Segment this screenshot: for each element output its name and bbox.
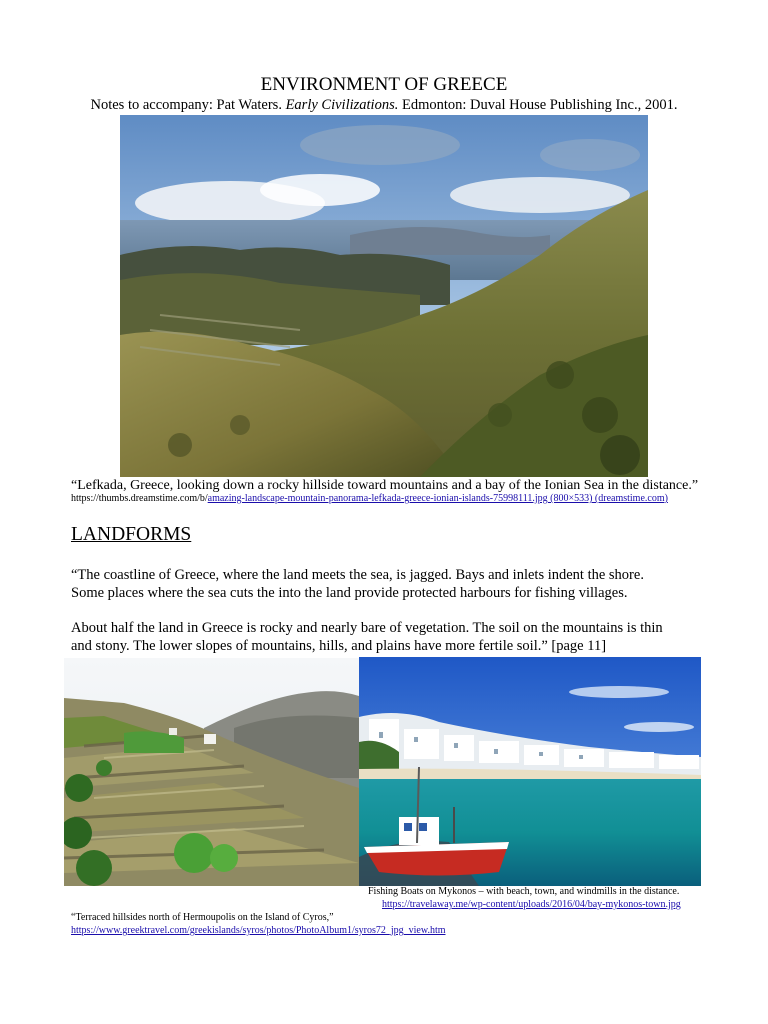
lefkada-source-prefix: https://thumbs.dreamstime.com/b/ — [71, 493, 208, 504]
subtitle-prefix: Notes to accompany: Pat Waters. — [90, 97, 286, 113]
paragraph-1-line-2: Some places where the sea cuts the into the land provide protected harbours for fishing villages. — [71, 585, 628, 601]
subtitle-suffix: Edmonton: Duval House Publishing Inc., 2001. — [398, 97, 678, 113]
landforms-heading: LANDFORMS — [71, 524, 192, 545]
syros-source-link[interactable]: https://www.greektravel.com/greekislands/syros/photos/PhotoAlbum1/syros72_jpg_view.htm — [71, 925, 446, 936]
syros-terraces-photo — [64, 658, 359, 886]
document-subtitle — [0, 97, 768, 114]
document-title: ENVIRONMENT OF GREECE — [260, 74, 508, 95]
paragraph-2-line-2: and stony. The lower slopes of mountains, hills, and plains have more fertile soil.” [page 11] — [71, 638, 607, 654]
lefkada-source — [71, 493, 668, 504]
mykonos-bay-photo — [359, 657, 701, 886]
landforms-paragraph-1 — [71, 566, 701, 602]
syros-caption: “Terraced hillsides north of Hermoupolis on the Island of Cyros,” — [71, 912, 334, 923]
lefkada-source-link[interactable]: amazing-landscape-mountain-panorama-lefkada-greece-ionian-islands-75998111.jpg (800×533) (dreamstime.com) — [207, 493, 668, 504]
subtitle-book-title: Early Civilizations. — [285, 97, 399, 113]
mykonos-source-link[interactable]: https://travelaway.me/wp-content/uploads/2016/04/bay-mykonos-town.jpg — [382, 899, 681, 910]
lefkada-caption: “Lefkada, Greece, looking down a rocky hillside toward mountains and a bay of the Ionian Sea in the distance.” — [71, 478, 699, 493]
lefkada-landscape-photo — [120, 115, 648, 477]
paragraph-2-line-1: About half the land in Greece is rocky and nearly bare of vegetation. The soil on the mountains is thin — [71, 620, 663, 636]
mykonos-caption: Fishing Boats on Mykonos – with beach, town, and windmills in the distance. — [368, 886, 680, 897]
paragraph-1-line-1: “The coastline of Greece, where the land meets the sea, is jagged. Bays and inlets indent the shore. — [71, 567, 644, 583]
landforms-paragraph-2 — [71, 619, 701, 655]
